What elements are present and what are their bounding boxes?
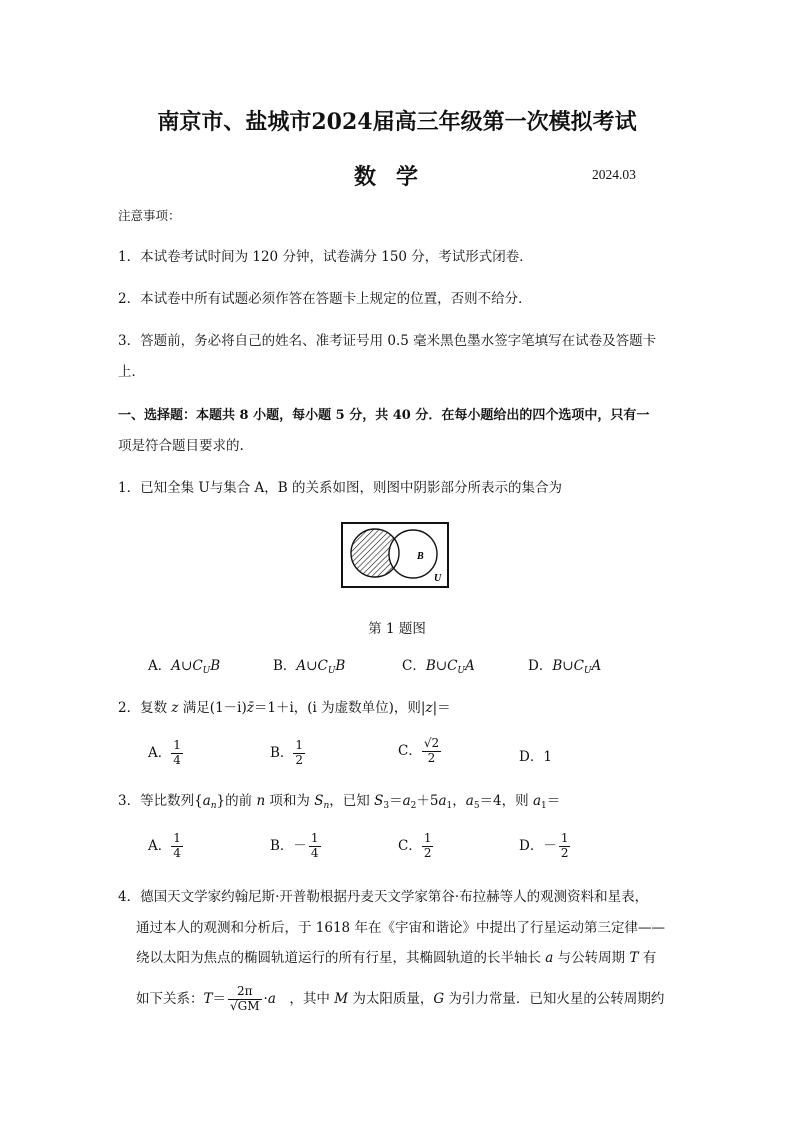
q1-option-a: A．$A\cup C_UB$ xyxy=(148,658,221,676)
subject-title: 数学 xyxy=(354,164,439,190)
q1-option-d: D．$B\cup C_UA$ xyxy=(528,658,602,676)
question-1-stem: 1．已知全集 U与集合 A，B 的关系如图，则图中阴影部分所表示的集合为 xyxy=(118,480,563,496)
q2-option-c: C． $\frac{√2}{2}$ xyxy=(398,736,440,765)
q2-option-b: B． $\frac{1}{2}$ xyxy=(270,738,304,767)
notice-heading: 注意事项： xyxy=(118,208,181,223)
notice-item-3-cont: 上． xyxy=(118,364,145,380)
kepler-formula: $\frac{2\pi}{√GM}$ xyxy=(230,984,260,1013)
figure-caption: 第 1 题图 xyxy=(368,621,426,637)
section-heading: 一、选择题：本题共 8 小题，每小题 5 分，共 40 分．在每小题给出的四个选项中，只有一 xyxy=(118,408,650,423)
q2-option-d: D．1 xyxy=(519,749,552,765)
q1-option-b: B．$A\cup C_UB$ xyxy=(273,658,346,676)
section-heading-cont: 项是符合题目要求的. xyxy=(118,438,244,454)
question-4-line-1: 4．德国天文学家约翰尼斯·开普勒根据丹麦天文学家第谷·布拉赫等人的观测资料和星表， xyxy=(118,889,649,905)
set-b-label: B xyxy=(417,551,424,562)
notice-item-2: 2．本试卷中所有试题必须作答在答题卡上规定的位置，否则不给分． xyxy=(118,291,532,307)
q3-option-b: B．－ $\frac{1}{4}$ xyxy=(270,831,319,860)
q1-option-c: C．$B\cup C_UA$ xyxy=(402,658,475,676)
notice-item-1: 1．本试卷考试时间为 120 分钟，试卷满分 150 分，考试形式闭卷． xyxy=(118,249,533,265)
q2-option-a: A． $\frac{1}{4}$ xyxy=(148,738,181,767)
question-4-line-4: 如下关系：T＝ $\frac{2\pi}{√GM}$ ·a ，其中 M 为太阳质量，G 为引力常量．已知火星的公转周期约 xyxy=(136,984,665,1013)
question-2-stem: 2．复数 z 满足(1－i)z̄＝1＋i，(i 为虚数单位)，则|z|＝ xyxy=(118,700,451,716)
venn-diagram xyxy=(341,522,449,588)
notice-item-3: 3．答题前，务必将自己的姓名、准考证号用 0.5 毫米黑色墨水签字笔填写在试卷及答题卡 xyxy=(118,333,657,349)
exam-title: 南京市、盐城市2024届高三年级第一次模拟考试 xyxy=(157,109,637,135)
q3-option-a: A． $\frac{1}{4}$ xyxy=(148,831,181,860)
question-4-line-2: 通过本人的观测和分析后，于 1618 年在《宇宙和谐论》中提出了行星运动第三定律—— xyxy=(136,920,665,936)
question-4-line-3: 绕以太阳为焦点的椭圆轨道运行的所有行星，其椭圆轨道的长半轴长 a 与公转周期 T 有 xyxy=(136,950,657,966)
q3-option-c: C． $\frac{1}{2}$ xyxy=(398,831,432,860)
exam-date: 2024.03 xyxy=(592,167,636,182)
universal-set-label: U xyxy=(434,573,442,584)
q3-option-d: D．－ $\frac{1}{2}$ xyxy=(519,831,569,860)
question-3-stem: 3．等比数列$\{a_n\}$的前 n 项和为 $S_n$，已知 $S_3=a_2+5a_1$，$a_5=4$，则 $a_1=$ xyxy=(118,793,561,811)
